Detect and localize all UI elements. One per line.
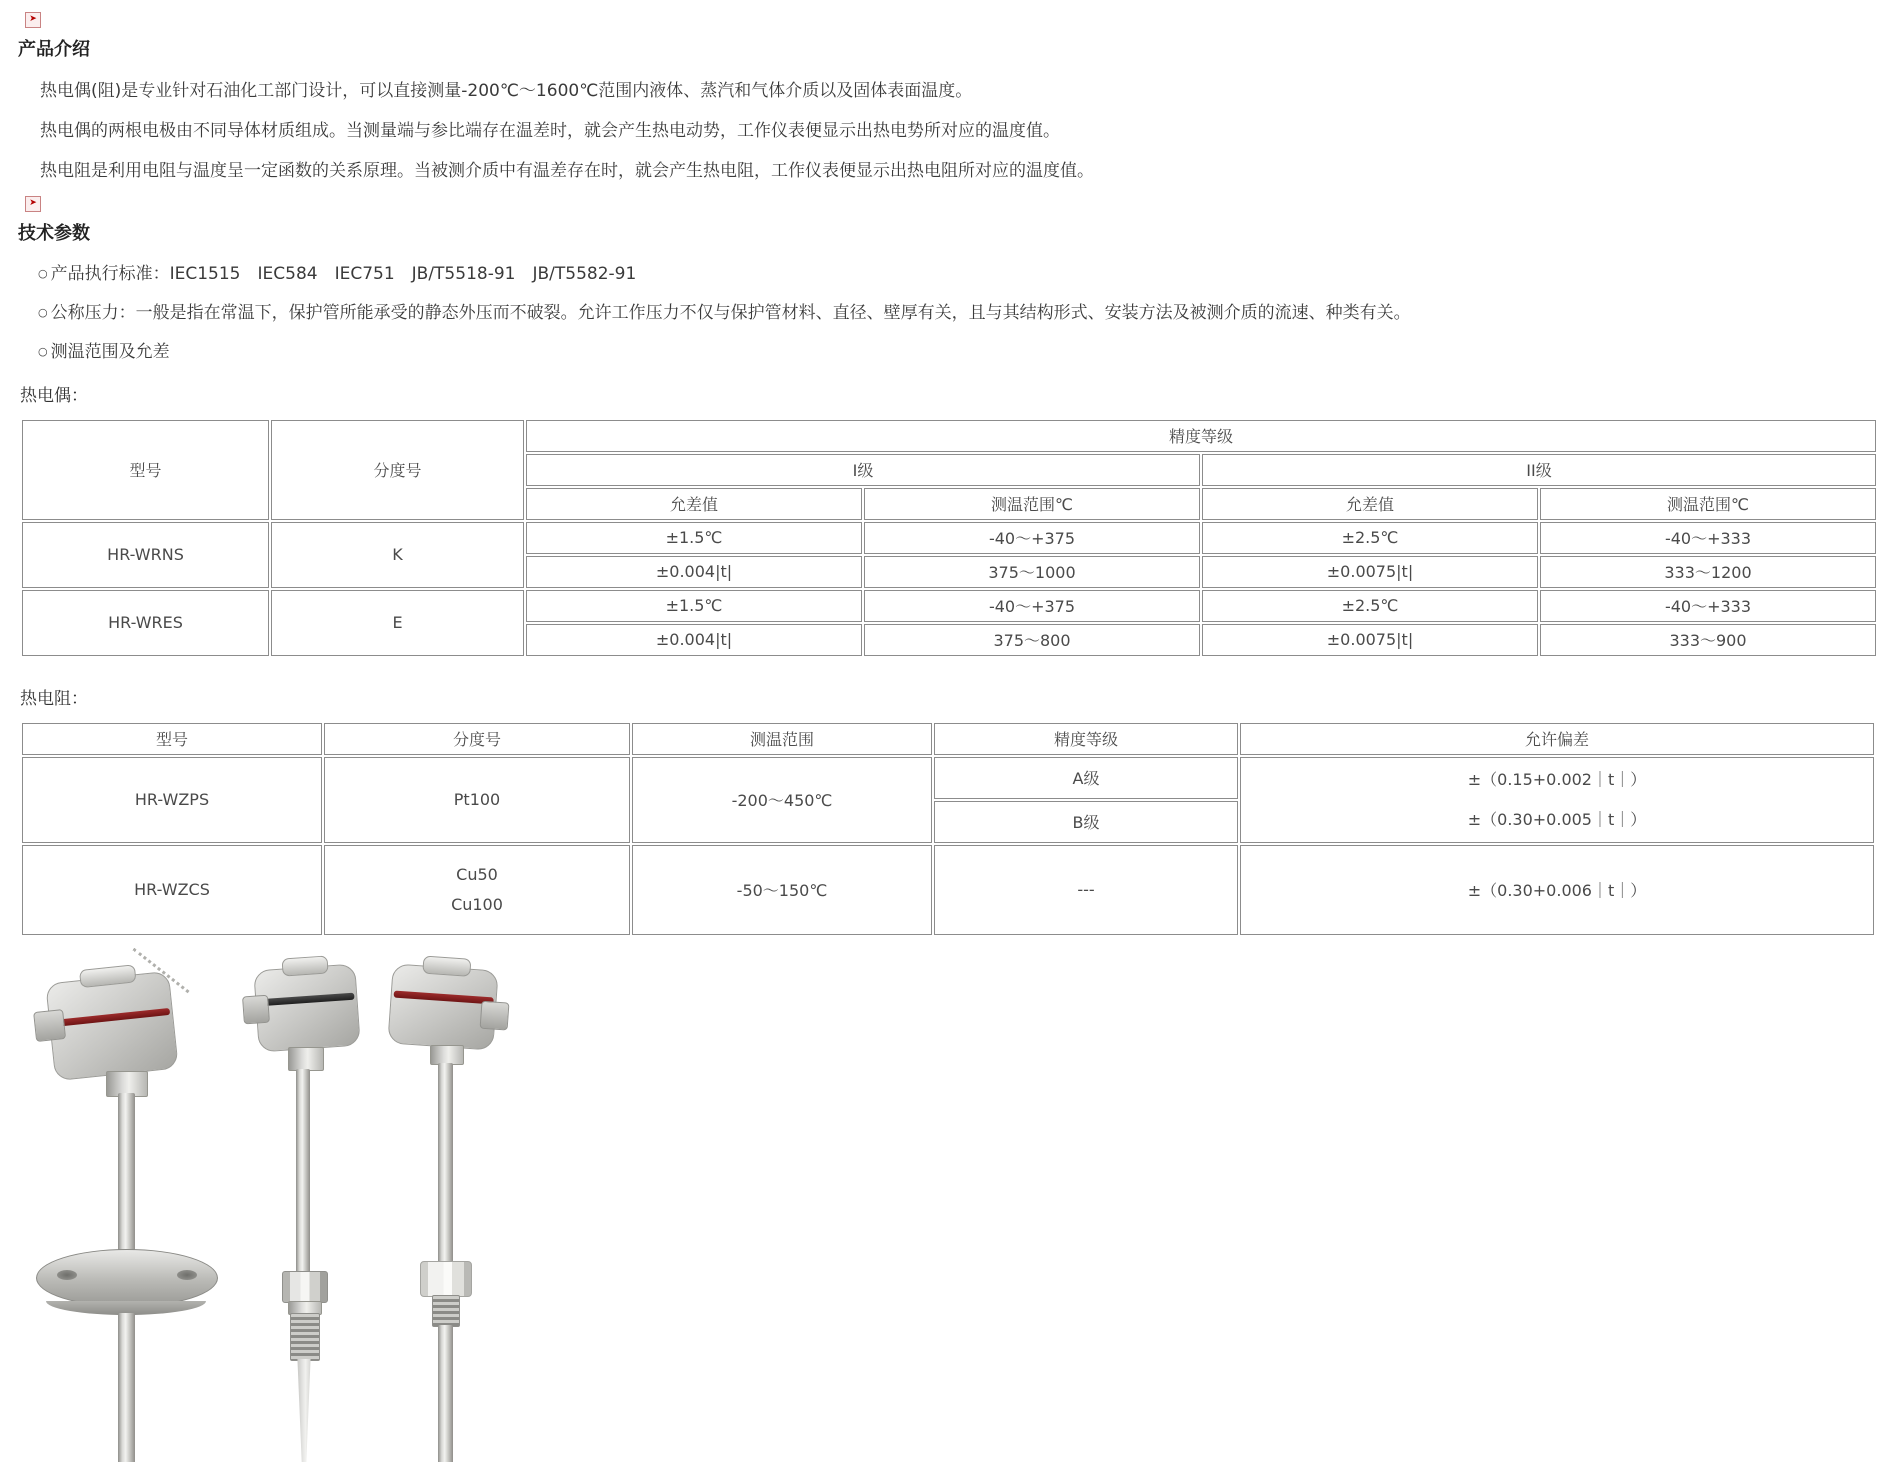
header-accuracy-class: 精度等级 [526, 420, 1876, 452]
cell-tolerance: ±0.004|t| [526, 556, 862, 588]
cell-range: -200～450℃ [632, 757, 932, 843]
cell-range: -40～+333 [1540, 522, 1876, 554]
cell-tolerance: ±0.0075|t| [1202, 556, 1538, 588]
probe-conduit [480, 1000, 510, 1030]
tech-item-text: 测温范围及允差 [50, 341, 170, 362]
cell-grade: --- [934, 845, 1238, 935]
probe-tube [438, 1325, 453, 1462]
header-tolerance: 允差值 [526, 488, 862, 520]
probe-straight-image [382, 967, 522, 1462]
header-accuracy-class: 精度等级 [934, 723, 1238, 755]
probe-flanged-image [30, 971, 225, 1462]
header-model: 型号 [22, 420, 269, 520]
cell-tolerance: ±2.5℃ [1202, 522, 1538, 554]
thermocouple-table [20, 418, 1878, 658]
rtd-table-label: 热电阻： [20, 688, 88, 709]
header-graduation: 分度号 [324, 723, 630, 755]
probe-neck [288, 1047, 324, 1071]
probe-head [387, 963, 498, 1050]
intro-paragraph: 热电偶(阻)是专业针对石油化工部门设计，可以直接测量-200℃～1600℃范围内液体、蒸汽和气体介质以及固体表面温度。 [40, 80, 973, 101]
tech-item-pressure [38, 302, 1878, 324]
flange-bolt-hole [57, 1270, 77, 1280]
tech-title: 技术参数 [18, 222, 90, 244]
cell-grade: B级 [934, 801, 1238, 843]
thermocouple-table-label: 热电偶： [20, 385, 88, 406]
cell-range: 333～900 [1540, 624, 1876, 656]
rtd-table [20, 721, 1876, 937]
probe-head-cap [422, 955, 471, 976]
probe-hex-fitting [420, 1261, 472, 1297]
product-photos [30, 967, 530, 1462]
intro-paragraph: 热电偶的两根电极由不同导体材质组成。当测量端与参比端存在温差时，就会产生热电动势，工作仪表便显示出热电势所对应的温度值。 [40, 120, 1060, 141]
cell-graduation [324, 845, 630, 935]
cell-deviation: ±（0.30+0.006｜t｜） [1240, 845, 1874, 935]
cell-tolerance: ±2.5℃ [1202, 590, 1538, 622]
cell-range: 333～1200 [1540, 556, 1876, 588]
cell-deviation [1240, 757, 1874, 843]
cell-tolerance: ±1.5℃ [526, 522, 862, 554]
probe-flange [36, 1249, 218, 1307]
header-tolerance: 允差值 [1202, 488, 1538, 520]
deviation-line: ±（0.30+0.005｜t｜） [1467, 809, 1647, 829]
intro-paragraph: 热电阻是利用电阻与温度呈一定函数的关系原理。当被测介质中有温差存在时，就会产生热电阻，工作仪表便显示出热电阻所对应的温度值。 [40, 160, 1094, 181]
cell-model: HR-WRNS [22, 522, 269, 588]
cell-range: -40～+375 [864, 590, 1200, 622]
header-allowed-deviation: 允许偏差 [1240, 723, 1874, 755]
intro-title: 产品介绍 [18, 38, 90, 60]
probe-tapered-image [230, 967, 378, 1462]
header-model: 型号 [22, 723, 322, 755]
cell-range: -40～+333 [1540, 590, 1876, 622]
probe-hex-fitting [282, 1271, 328, 1303]
circle-bullet-icon: ○ [38, 305, 48, 319]
probe-tube [438, 1063, 453, 1263]
cell-graduation: K [271, 522, 524, 588]
probe-head-cap [281, 955, 328, 976]
tech-item-text: 公称压力：一般是指在常温下，保护管所能承受的静态外压而不破裂。允许工作压力不仅与保护管材料、直径、壁厚有关，且与其结构形式、安装方法及被测介质的流速、种类有关。 [50, 302, 1411, 323]
red-marker-icon: ➤ [25, 12, 41, 28]
cell-tolerance: ±0.004|t| [526, 624, 862, 656]
probe-seal-ring [394, 990, 494, 1004]
cell-grade: A级 [934, 757, 1238, 799]
probe-tube [118, 1093, 135, 1253]
circle-bullet-icon: ○ [38, 344, 48, 358]
cell-graduation: Pt100 [324, 757, 630, 843]
tech-item-text: 产品执行标准：IEC1515 IEC584 IEC751 JB/T5518-91 JB/T5582-91 [50, 263, 637, 284]
header-temp-range: 测温范围 [632, 723, 932, 755]
cell-range: -50～150℃ [632, 845, 932, 935]
tech-item-standard [38, 263, 1878, 285]
header-class-2: II级 [1202, 454, 1876, 486]
probe-seal-ring [258, 992, 354, 1006]
probe-tube [118, 1313, 135, 1462]
probe-conduit [33, 1009, 66, 1042]
flange-bolt-hole [177, 1270, 197, 1280]
cell-range: 375～800 [864, 624, 1200, 656]
probe-head-cap [79, 964, 136, 988]
cell-range: -40～+375 [864, 522, 1200, 554]
probe-seal-ring [53, 1007, 170, 1026]
cell-model: HR-WRES [22, 590, 269, 656]
header-temp-range: 测温范围℃ [1540, 488, 1876, 520]
circle-bullet-icon: ○ [38, 266, 48, 280]
graduation-line: Cu50 [456, 864, 498, 884]
header-class-1: I级 [526, 454, 1200, 486]
probe-head [253, 963, 360, 1052]
cell-model: HR-WZCS [22, 845, 322, 935]
header-temp-range: 测温范围℃ [864, 488, 1200, 520]
probe-thread [432, 1295, 460, 1327]
probe-taper-tip [289, 1359, 319, 1462]
red-marker-icon: ➤ [25, 196, 41, 212]
cell-graduation: E [271, 590, 524, 656]
tech-item-range [38, 341, 1878, 363]
probe-tube [296, 1069, 310, 1273]
graduation-line: Cu100 [451, 894, 503, 914]
cell-tolerance: ±1.5℃ [526, 590, 862, 622]
probe-neck [430, 1045, 464, 1065]
header-graduation: 分度号 [271, 420, 524, 520]
deviation-line: ±（0.15+0.002｜t｜） [1467, 769, 1647, 789]
probe-head [45, 970, 179, 1080]
cell-model: HR-WZPS [22, 757, 322, 843]
cell-range: 375～1000 [864, 556, 1200, 588]
cell-tolerance: ±0.0075|t| [1202, 624, 1538, 656]
probe-conduit [242, 994, 270, 1024]
probe-thread [290, 1313, 320, 1361]
